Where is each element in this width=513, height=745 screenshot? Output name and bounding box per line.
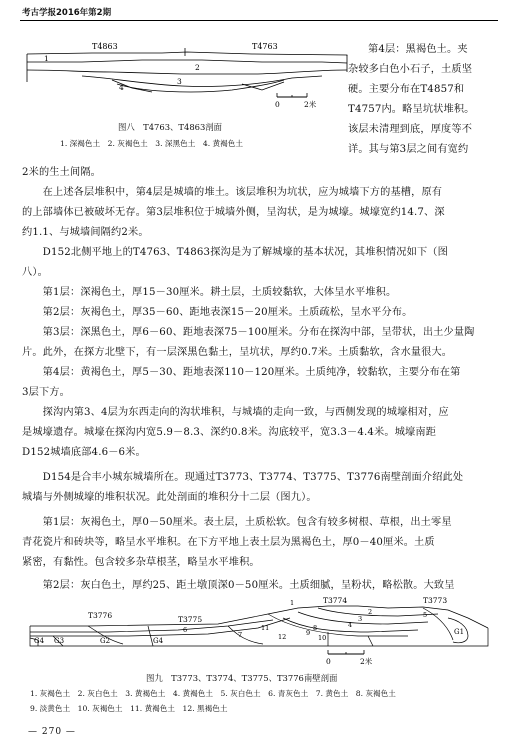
fig8-scale-bar [275,93,317,109]
body-line: D152城墙底部4.6－6米。 [22,447,146,458]
fig9-layer-5: 5 [423,611,428,619]
figure-9-caption: 图九 T3773、T3774、T3775、T3776南壁剖面 [146,673,338,683]
fig9-label-g2: G2 [100,637,111,645]
body-line: D152北侧平地上的T4763、T4863探沟是为了解城壕的基本状况，其堆积情况如下（图 [22,247,448,258]
side-line: 第4层：黑褐色土。夹 [368,44,468,55]
body-line: 紧密，有黏性。包含较多杂草根茎，略呈水平堆积。 [22,557,260,568]
fig9-layer-12: 12 [278,633,287,641]
fig8-layer-3: 3 [177,77,182,86]
fig8-layer-1: 1 [44,54,49,63]
fig8-label-left: T4863 [92,42,118,51]
body-line: 第2层：灰褐色土，厚35－60、距地表深15－20厘米。土质疏松，呈水平分布。 [22,307,413,318]
body-line: 探沟内第3、4层为东西走向的沟状堆积，与城墙的走向一致，与西侧发现的城壕相对，应 [22,407,449,418]
figure-9-legend-line2: 9. 淡黄色土 10. 灰褐色土 11. 黄褐色土 12. 黑褐色土 [30,704,228,713]
side-line: 该层未清理到底，厚度等不 [348,124,473,135]
fig9-label-t3775: T3775 [178,615,203,624]
figure-9-profile [28,596,490,666]
fig9-scale-bar [326,650,373,666]
fig9-layer-4: 4 [348,621,353,629]
fig9-layer-10: 10 [318,634,327,642]
figure-8-caption: 图八 T4763、T4863剖面 [118,122,223,132]
fig9-layer-3: 3 [358,615,363,623]
fig9-scale-zero: 0 [326,657,331,666]
figure-8-legend: 1. 深褐色土 2. 灰褐色土 3. 深黑色土 4. 黄褐色土 [60,139,243,148]
fig9-scale-end: 2米 [360,657,373,666]
fig9-label-t3773: T3773 [423,596,448,605]
body-line: 约1.1、与城墙间隔约2米。 [22,227,149,238]
fig8-layer-4: 4 [119,83,124,92]
fig9-label-t3776: T3776 [88,611,113,620]
journal-header: 考古学报2016年第2期 [22,8,112,18]
fig9-layer-2: 2 [368,608,373,616]
fig9-label-g3: G3 [54,637,65,645]
body-line: D154是合丰小城东城墙所在。现通过T3773、T3774、T3775、T3776南壁剖面介绍此处 [22,472,464,483]
fig9-label-g4: G4 [34,637,45,645]
body-line: 3层下方。 [22,387,70,398]
body-line: 第2层：灰白色土，厚约25、距土墩顶深0－50厘米。土质细腻，呈粉状，略松散。大致呈 [22,580,455,591]
side-line: T4757内。略呈坑状堆积。 [348,104,475,115]
fig9-label-g1: G1 [454,628,465,636]
fig8-layer-2: 2 [195,63,200,72]
figure-8-profile [22,40,352,112]
body-line: 片。此外，在探方北壁下，有一层深黑色黏土，呈坑状，厚约0.7米。土质黏软，含水量很大。 [22,347,453,358]
body-line: 八）。 [22,267,48,278]
page-number: — 270 — [28,727,76,737]
body-line: 第1层：深褐色土，厚15－30厘米。耕土层，土质较黏软，大体呈水平堆积。 [22,287,397,298]
side-line: 杂较多白色小石子，土质坚 [348,64,473,75]
body-line: 城墙与外侧城壕的堆积状况。此处剖面的堆积分十二层（图九）。 [22,492,317,503]
side-line: 硬。主要分布在T4857和 [348,84,465,95]
body-line: 的上部墙体已被破坏无存。第3层堆积位于城墙外侧，呈沟状，是为城壕。城壕宽约14.7、深 [22,207,445,218]
fig9-layer-8: 8 [313,624,318,632]
body-line: 在上述各层堆积中，第4层是城墙的堆土。该层堆积为坑状，应为城墙下方的基槽，原有 [22,187,443,198]
side-line: 详。其与第3层之间有宽约 [348,144,469,155]
fig9-layer-9: 9 [306,629,311,637]
body-line: 第1层：灰褐色土，厚0－50厘米。表土层，土质松软。包含有较多树根、草根，出土零星 [22,517,452,528]
figure-9-legend-line1: 1. 灰褐色土 2. 灰白色土 3. 黄褐色土 4. 黄褐色土 5. 灰白色土 6. 青灰色土 7. 黄色土 8. 灰褐色土 [30,689,396,698]
body-line: 是城壕遗存。城壕在探沟内宽5.9－8.3、深约0.8米。沟底较平，宽3.3－4.4米。城壕南距 [22,427,437,438]
fig9-layer-11: 11 [261,624,270,632]
fig9-layer-1: 1 [290,599,295,607]
fig9-layer-6: 6 [183,626,188,634]
header-rule [20,20,498,21]
body-line: 第3层：深黑色土，厚6－60、距地表深75－100厘米。分布在探沟中部，呈带状，出土少量陶 [22,327,475,338]
fig8-scale-zero: 0 [275,100,280,109]
fig9-label-g4b: G4 [153,637,164,645]
body-line: 2米的生土间隔。 [22,167,101,178]
fig9-label-t3774: T3774 [323,596,348,605]
fig8-label-right: T4763 [252,42,278,51]
fig8-scale-end: 2米 [304,100,317,109]
body-line: 第4层：黄褐色土，厚5－30、距地表深110－120厘米。土质纯净，较黏软，主要分布在第 [22,367,461,378]
body-line: 青花瓷片和砖块等，略呈水平堆积。在下方平地上表土层为黑褐色土，厚0－40厘米。土质 [22,537,435,548]
fig9-layer-7: 7 [238,631,243,639]
